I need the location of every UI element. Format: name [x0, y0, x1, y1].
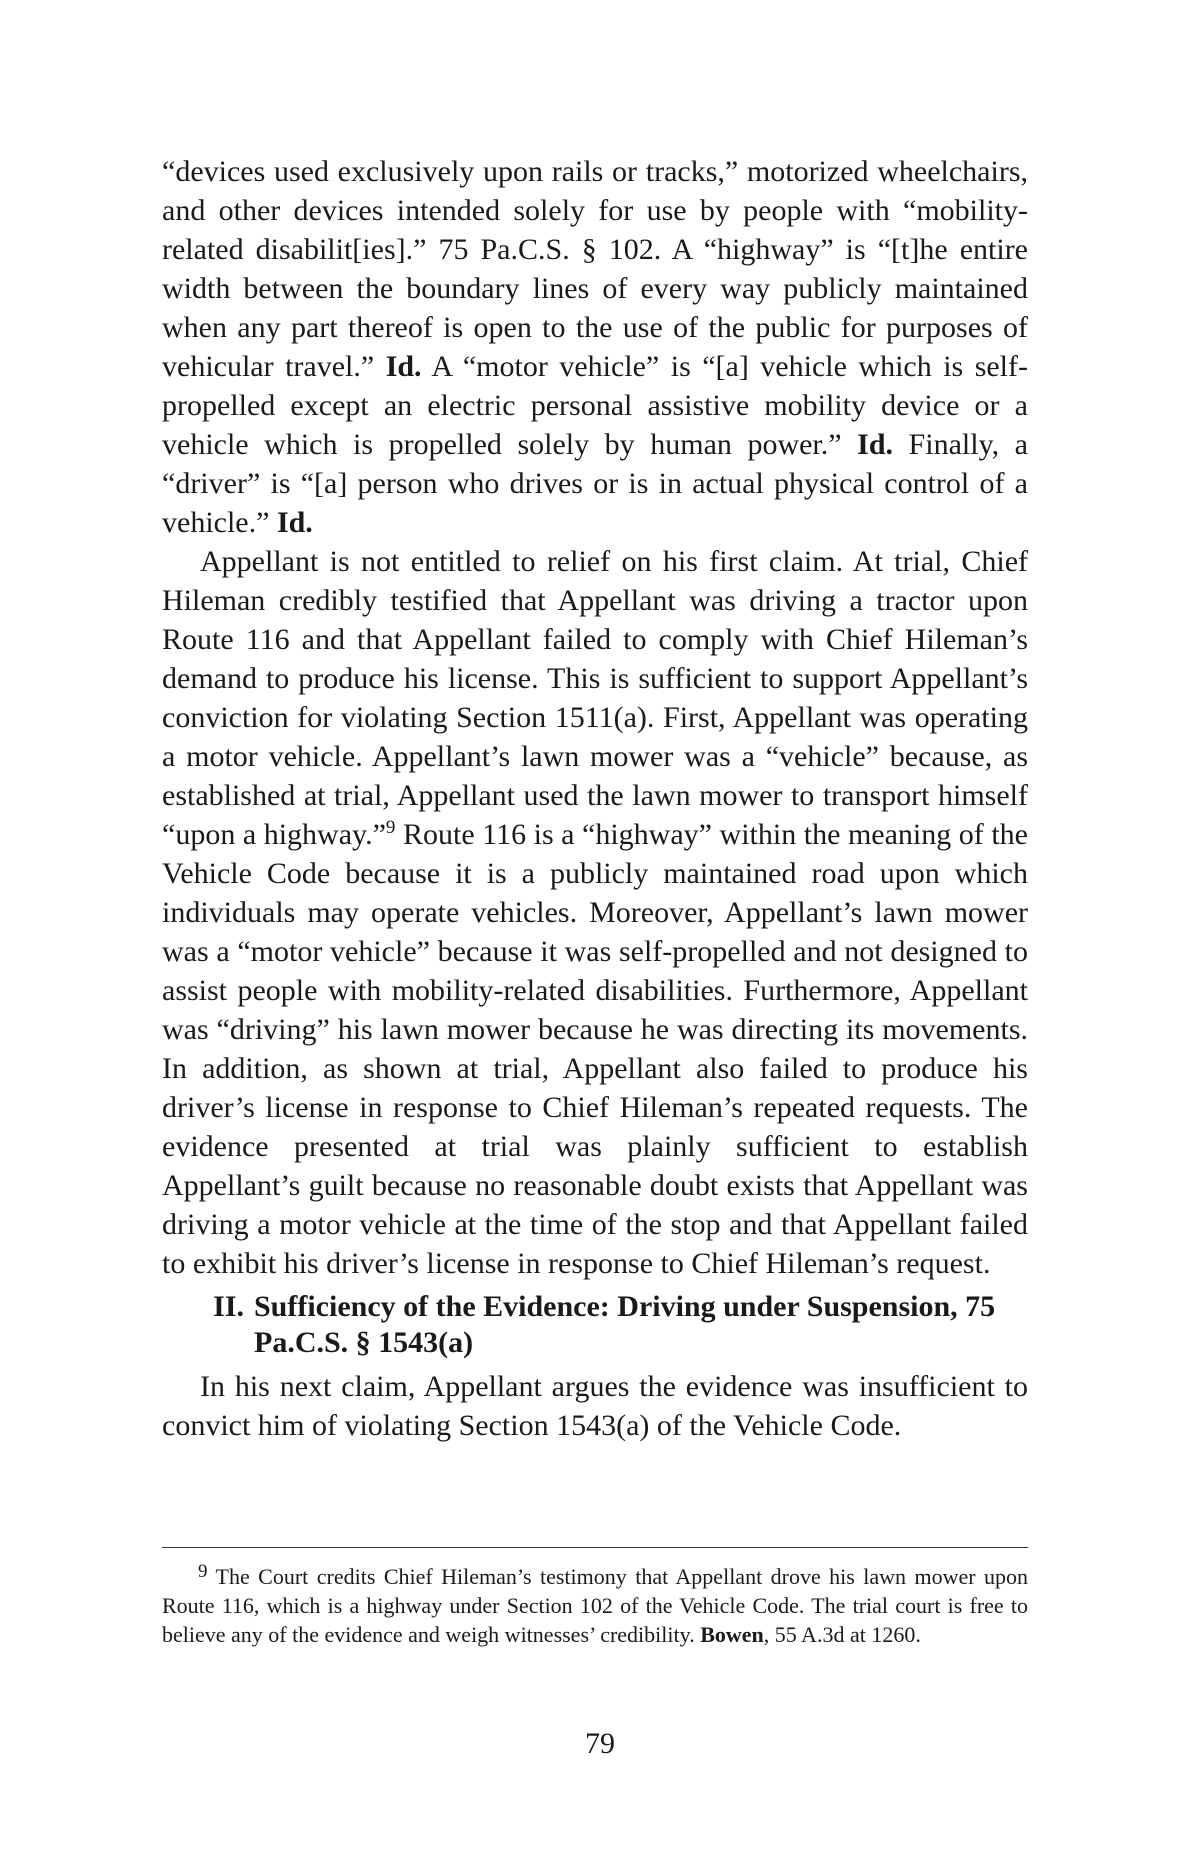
section-number: II. — [213, 1290, 244, 1323]
footnote — [162, 1562, 1028, 1649]
case-name: Bowen — [700, 1622, 764, 1647]
footnote-number: 9 — [198, 1561, 208, 1582]
text-run: Appellant is not entitled to relief on his first claim. At trial, Chief Hileman credibly testified that Appellant was driving a tractor upon Route 116 and that Appellant failed to comply with Chief Hileman’s demand to produce his license. This is sufficient to support Appellant’s conviction for violating Section 1511(a). First, Appellant was operating a motor vehicle. Appellant’s lawn mower was a “vehicle” because, as established at trial, Appellant used the lawn mower to transport himself “upon a highway.” — [162, 545, 1028, 851]
text-run: Finally, a “driver” is “[a] person who drives or is in actual physical control of a vehicle.” — [162, 428, 1028, 539]
text-run: Route 116 is a “highway” within the meaning of the Vehicle Code because it is a publicly maintained road upon which individuals may operate vehicles. Moreover, Appellant’s lawn mower was a “motor vehicle” because it was self-propelled and not designed to assist people with mobility-related disabilities. Furthermore, Appellant was “driving” his lawn mower because he was directing its movements. In addition, as shown at trial, Appellant also failed to produce his driver’s license in response to Chief Hileman’s repeated requests. The evidence presented at trial was plainly sufficient to establish Appellant’s guilt because no reasonable doubt exists that Appellant was driving a motor vehicle at the time of the stop and that Appellant failed to exhibit his driver’s license in response to Chief Hileman’s request. — [162, 818, 1028, 1280]
citation-id: Id. — [385, 350, 422, 383]
footnote-divider — [162, 1547, 1028, 1548]
footnote-text: , 55 A.3d at 1260. — [763, 1622, 921, 1647]
paragraph-definitions — [162, 152, 1028, 542]
section-title: Sufficiency of the Evidence: Driving under Suspension, 75 Pa.C.S. § 1543(a) — [254, 1290, 996, 1359]
text-run: “devices used exclusively upon rails or tracks,” motorized wheelchairs, and other devices intended solely for use by people with “mobility-related disabilit[ies].” 75 Pa.C.S. § 102. A “highway” is “[t]he entire width between the boundary lines of every way publicly maintained when any part thereof is open to the use of the public for purposes of vehicular travel.” — [162, 155, 1028, 383]
paragraph-next-claim: In his next claim, Appellant argues the evidence was insufficient to convict him of violating Section 1543(a) of the Vehicle Code. — [162, 1370, 1028, 1442]
footnote-reference: 9 — [385, 817, 396, 838]
text-run: A “motor vehicle” is “[a] vehicle which is self-propelled except an electric personal assistive mobility device or a vehicle which is propelled solely by human power.” — [162, 350, 1028, 461]
section-heading — [162, 1289, 1028, 1361]
paragraph-analysis — [162, 542, 1028, 1283]
page-number: 79 — [585, 1727, 615, 1760]
footnote-text: The Court credits Chief Hileman’s testimony that Appellant drove his lawn mower upon Route 116, which is a highway under Section 102 of the Vehicle Code. The trial court is free to believe any of the evidence and weigh witnesses’ credibility. — [162, 1564, 1028, 1647]
citation-id: Id. — [276, 506, 313, 539]
citation-id: Id. — [857, 428, 893, 461]
page-body — [162, 152, 1028, 1445]
